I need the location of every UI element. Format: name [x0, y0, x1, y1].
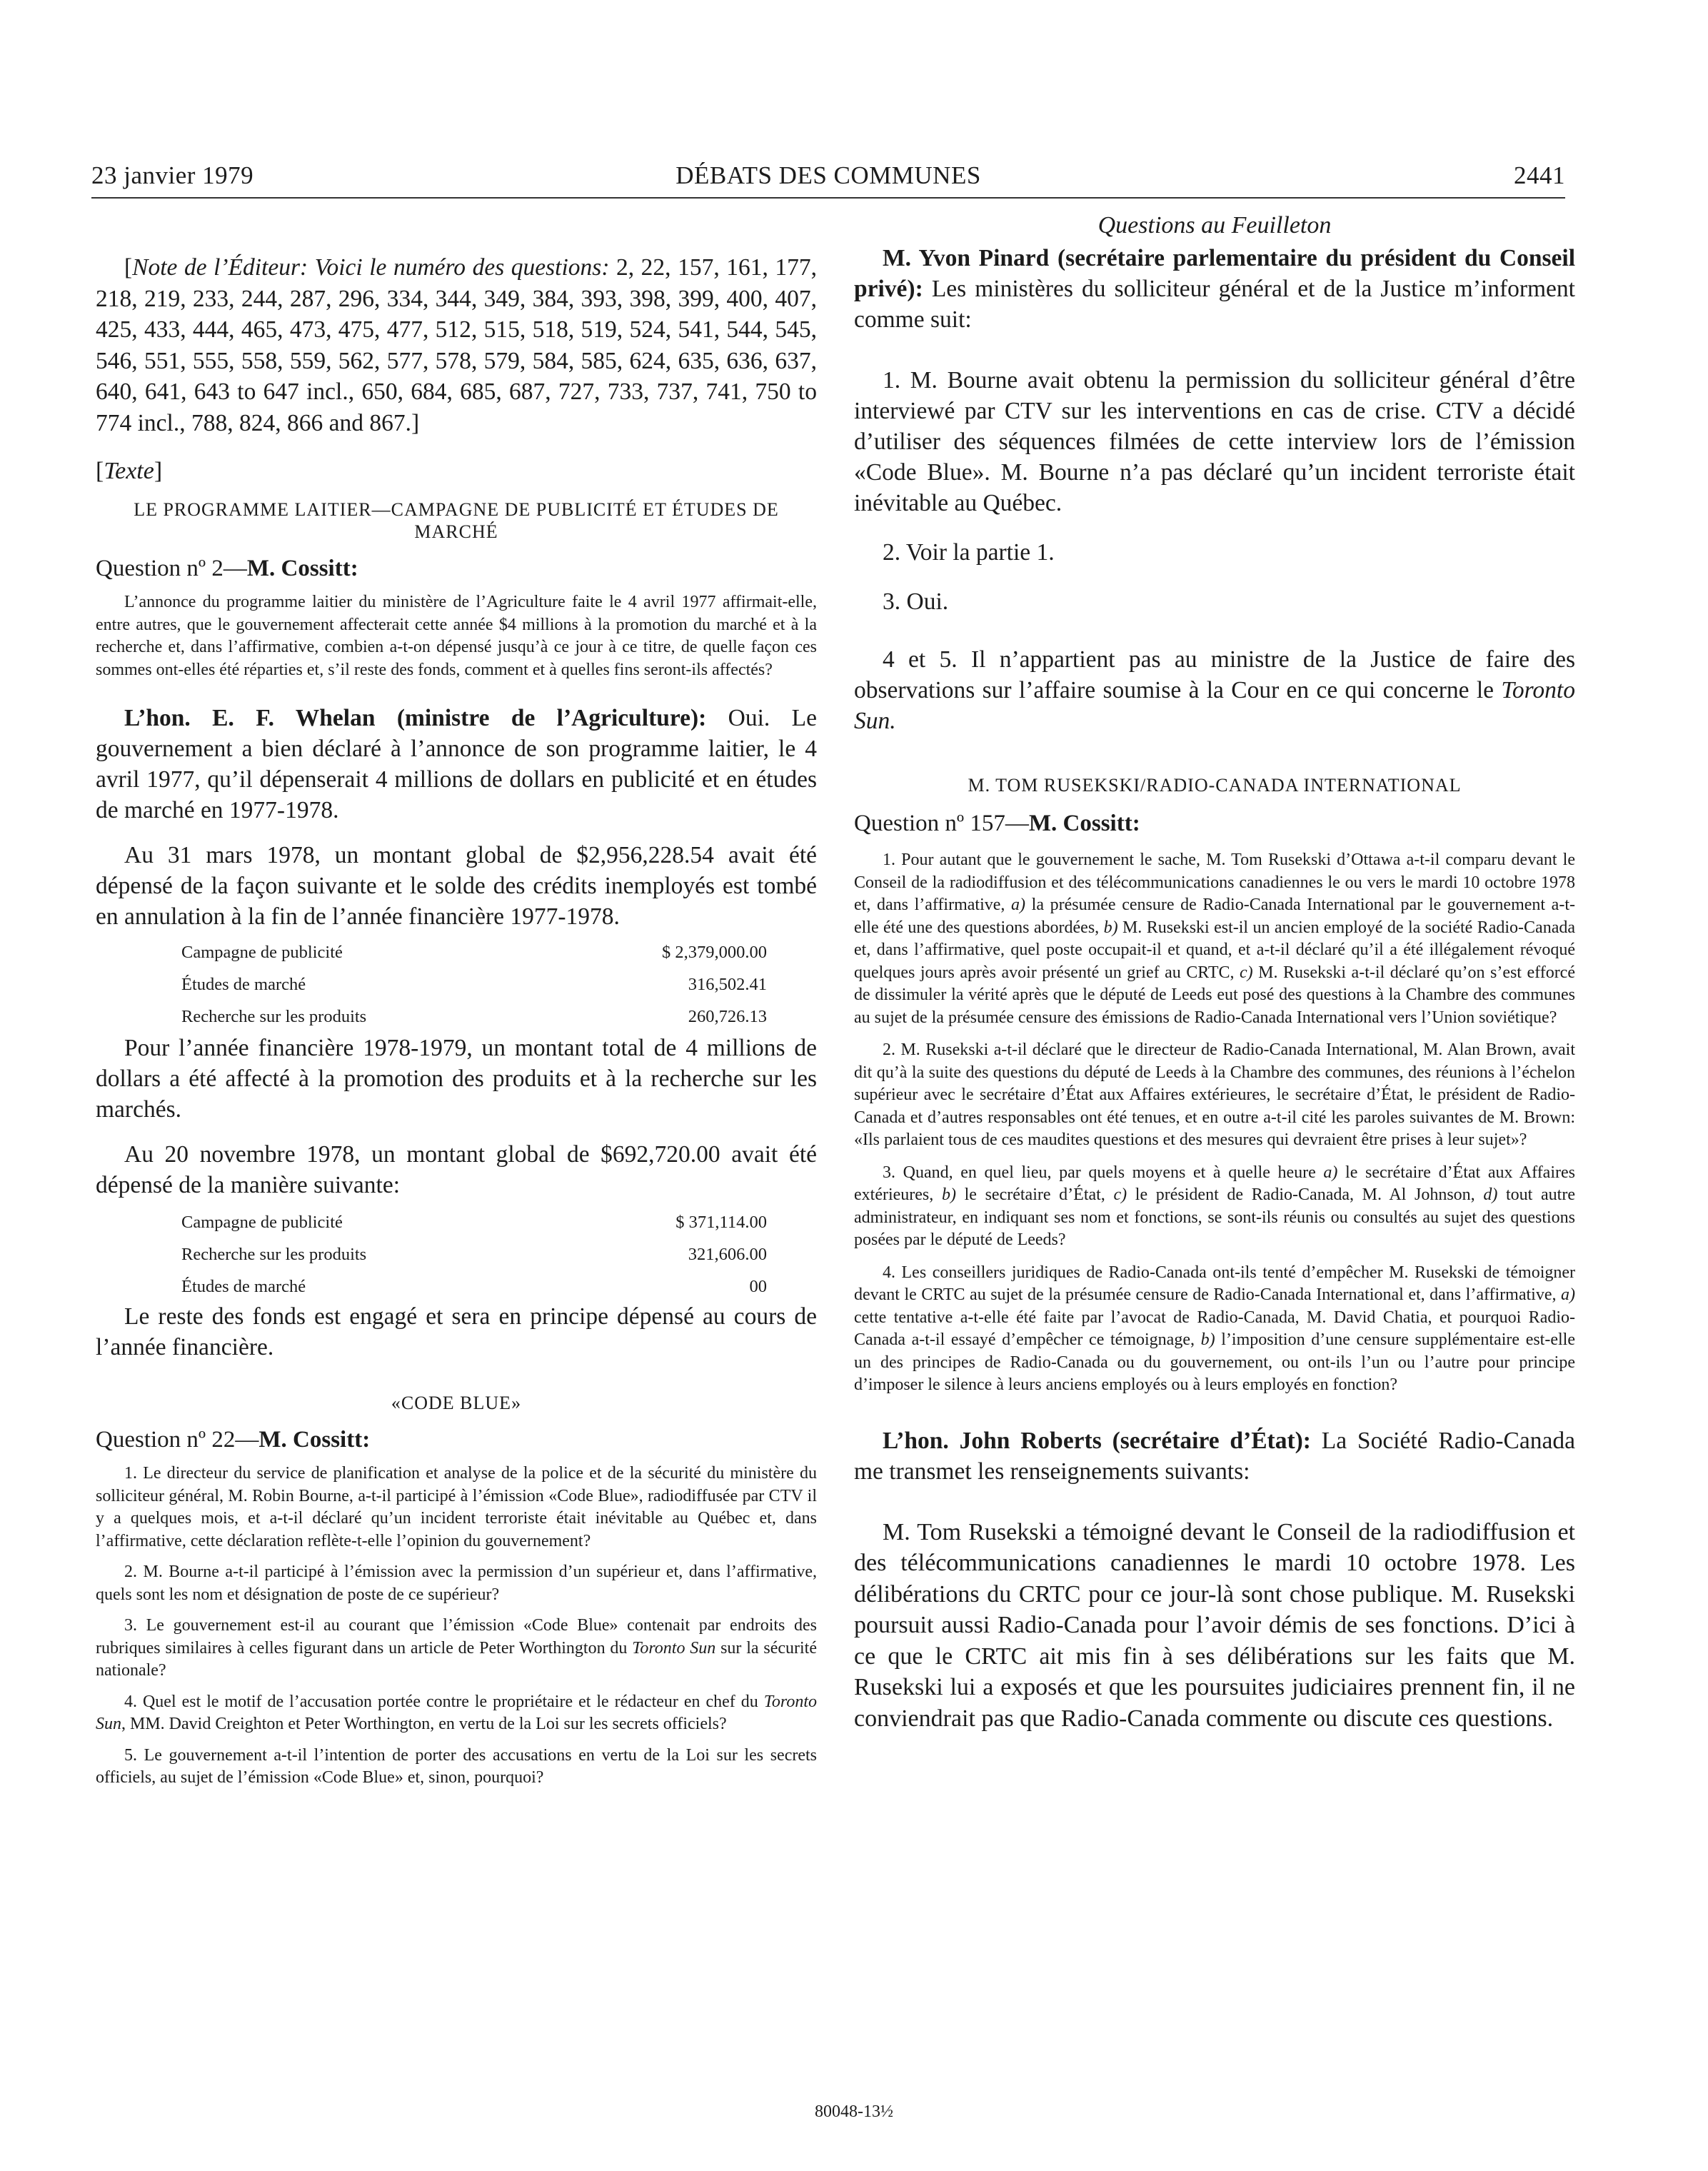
- table-label: Études de marché: [181, 1276, 306, 1296]
- texte-label: [96, 457, 817, 486]
- question-number: Question nº 22—: [96, 1427, 259, 1453]
- q157-4-text: 4. Les conseillers juridiques de Radio-Canada ont-ils tenté d’empêcher M. Rusekski de témoigner devant le CRTC au sujet de la présumée censure de Radio-Canada International et, dans l’affirmative,: [854, 1263, 1575, 1304]
- table-value: 260,726.13: [688, 1006, 767, 1026]
- header-date: 23 janvier 1979: [91, 161, 254, 189]
- table-row: [96, 1206, 817, 1238]
- left-column: [96, 211, 817, 1790]
- question-22-part-5: 5. Le gouvernement a-t-il l’intention de porter des accusations en vertu de la Loi sur les secrets officiels, au sujet de l’émission «Code Blue» et, sinon, pourquoi?: [96, 1745, 817, 1787]
- question-22-part-3: [96, 1615, 817, 1683]
- running-head: [854, 211, 1575, 240]
- q157-3-text: tout autre administrateur, en indiquant ses nom et fonctions, se sont-ils réunis ou consultés au sujet des questions posées par le député de Leeds?: [854, 1185, 1575, 1249]
- table-label: Recherche sur les produits: [181, 1244, 367, 1264]
- q157-3-text: le secrétaire d’État aux Affaires extérieures,: [854, 1163, 1575, 1204]
- pinard-45-italic: Toronto Sun.: [854, 677, 1575, 734]
- pinard-answer-intro: [854, 243, 1575, 335]
- editor-note: [96, 252, 817, 438]
- question-22-part-2: 2. M. Bourne a-t-il participé à l’émission avec la permission d’un supérieur et, dans l’affirmative, quels sont les nom et désignation de poste de ce supérieur?: [96, 1563, 817, 1604]
- table-label: Campagne de publicité: [181, 942, 343, 962]
- expense-table-1977: [96, 936, 817, 1033]
- question-2-heading: [96, 554, 817, 583]
- question-157-part-4: [854, 1262, 1575, 1397]
- q157-1-text: la présumée censure de Radio-Canada International par le gouvernement a-t-elle été une des questions abordées,: [854, 896, 1575, 937]
- whelan-p1-text: Oui. Le gouvernement a bien déclaré à l’annonce de son programme laitier, le 4 avril 1977, qu’il dépenserait 4 millions de dollars en publicité et en études de marché en 1977-1978.: [96, 705, 817, 823]
- table-row: [96, 1001, 817, 1033]
- page-header: [91, 160, 1565, 199]
- roberts-answer-p1: M. Tom Rusekski a témoigné devant le Conseil de la radiodiffusion et des télécommunications canadiennes le mardi 10 octobre 1978. Les délibérations du CRTC pour ce jour-là sont chose publique. M. Rusekski poursuit aussi Radio-Canada pour l’avoir démis de ses fonctions. D’ici à ce que le CRTC ait mis fin à ses délibérations sur les faits que M. Rusekski lui a exposés et que les poursuites judiciaires prennent fin, il ne conviendrait pas que Radio-Canada commente ou discute ces questions.: [854, 1518, 1575, 1732]
- note-bracket: [: [124, 254, 133, 281]
- q157-3-letter: a): [1323, 1163, 1338, 1182]
- question-157-heading: [854, 809, 1575, 838]
- roberts-intro-text: La Société Radio-Canada me transmet les renseignements suivants:: [854, 1427, 1575, 1485]
- texte-open: [: [96, 458, 104, 484]
- table-label: Recherche sur les produits: [181, 1006, 367, 1026]
- section-title-code-blue: «CODE BLUE»: [391, 1393, 522, 1413]
- table-value: 321,606.00: [688, 1244, 767, 1264]
- q157-1-text: 1. Pour autant que le gouvernement le sache, M. Tom Rusekski d’Ottawa a-t-il comparu devant le Conseil de la radiodiffusion et des télécommunications canadiennes le ou vers le mardi 10 octobre 1978 et, dans l’affirmative,: [854, 851, 1575, 914]
- q157-3-text: le secrétaire d’État,: [955, 1185, 1114, 1204]
- q157-3-letter: d): [1483, 1185, 1498, 1204]
- q22-4-text-end: , MM. David Creighton et Peter Worthington, en vertu de la Loi sur les secrets officiels?: [121, 1715, 727, 1733]
- q157-1-letter: b): [1103, 918, 1118, 937]
- question-22-heading: [96, 1425, 817, 1454]
- table-value: 00: [749, 1276, 767, 1296]
- expense-table-1978: [96, 1206, 817, 1303]
- texte-word: Texte: [104, 458, 154, 484]
- q157-3-text: 3. Quand, en quel lieu, par quels moyens et à quelle heure: [883, 1163, 1324, 1182]
- table-row: [96, 936, 817, 968]
- question-22-part-1: 1. Le directeur du service de planification et analyse de la police et de la sécurité du ministère du solliciteur général, M. Robin Bourne, a-t-il participé à l’émission «Code Blue», radiodiffusée par CTV il y a quelques mois, et a-t-il déclaré qu’un incident terroriste était inévitable au Québec et, dans l’affirmative, cette déclaration reflète-t-elle l’opinion du gouvernement?: [96, 1464, 817, 1550]
- question-member: M. Cossitt:: [1028, 811, 1140, 836]
- q157-4-text: cette tentative a-t-elle été faite par l’avocat de Radio-Canada, M. David Chatia, et pourquoi Radio-Canada a-t-il essayé d’empêcher ce témoignage,: [854, 1308, 1575, 1349]
- pinard-45-text: 4 et 5. Il n’appartient pas au ministre de la Justice de faire des observations sur l’affaire soumise à la Cour en ce qui concerne le: [854, 646, 1575, 703]
- whelan-answer-p4: Au 20 novembre 1978, un montant global de $692,720.00 avait été dépensé de la manière suivante:: [96, 1141, 817, 1198]
- question-member: M. Cossitt:: [246, 556, 358, 581]
- table-value: $ 371,114.00: [675, 1212, 767, 1232]
- question-2-text: L’annonce du programme laitier du ministère de l’Agriculture faite le 4 avril 1977 affirmait-elle, entre autres, que le gouvernement affecterait cette année $4 millions à la promotion du marché et à la recherche et, dans l’affirmative, combien a-t-on dépensé jusqu’à ce jour à ce titre, de quelle façon ces sommes ont-elles été réparties et, s’il reste des fonds, comment et à quelles fins seront-ils affectés?: [96, 593, 817, 679]
- speaker-pinard: M. Yvon Pinard (secrétaire parlementaire du président du Conseil privé):: [854, 245, 1575, 302]
- question-number: Question nº 157—: [854, 811, 1029, 836]
- pinard-answer-1: 1. M. Bourne avait obtenu la permission du solliciteur général d’être interviewé par CTV sur les interventions en cas de crise. CTV a décidé d’utiliser des séquences filmées de cette interview lors de l’émission «Code Blue». M. Bourne n’a pas déclaré qu’un incident terroriste était inévitable au Québec.: [854, 367, 1575, 516]
- section-title-rusekski: M. TOM RUSEKSKI/RADIO-CANADA INTERNATIONAL: [968, 775, 1462, 796]
- q22-4-italic: Toronto Sun: [96, 1692, 817, 1733]
- speaker-whelan: L’hon. E. F. Whelan (ministre de l’Agriculture):: [124, 705, 707, 731]
- whelan-answer-p1: [96, 703, 817, 826]
- q22-4-text: 4. Quel est le motif de l’accusation portée contre le propriétaire et le rédacteur en chef du: [124, 1692, 764, 1711]
- pinard-answer-4-5: [854, 644, 1575, 736]
- whelan-answer-p5: Le reste des fonds est engagé et sera en principe dépensé au cours de l’année financière.: [96, 1303, 817, 1360]
- editor-note-numbers: 2, 22, 157, 161, 177, 218, 219, 233, 244, 287, 296, 334, 344, 349, 384, 393, 398, 399, 400, 407, 425, 433, 444, 465, 473, 475, 477, 512, 515, 518, 519, 524, 541, 544, 545, 546, 551, 555, 558, 559, 562, 577, 578, 579, 584, 585, 624, 635, 636, 637, 640, 641, 643 to 647 incl., 650, 684, 685, 687, 727, 733, 737, 741, 750 to 774 incl., 788, 824, 866 and 867.]: [96, 254, 817, 436]
- running-head-text: Questions au Feuilleton: [1097, 212, 1332, 239]
- pinard-answer-2: 2. Voir la partie 1.: [883, 539, 1055, 566]
- q157-1-text: M. Rusekski a-t-il déclaré qu’on s’est efforcé de dissimuler la vérité après que le député de Leeds eut posé des questions à la Chambre des communes au sujet de la présumée censure des émissions de Radio-Canada International vers l’Union soviétique?: [854, 963, 1575, 1027]
- table-row: [96, 968, 817, 1001]
- q22-3-italic: Toronto Sun: [632, 1638, 716, 1658]
- header-title: DÉBATS DES COMMUNES: [675, 161, 981, 189]
- question-157-part-3: [854, 1162, 1575, 1252]
- table-label: Études de marché: [181, 974, 306, 994]
- q157-1-letter: c): [1240, 963, 1253, 982]
- q157-1-text: M. Rusekski est-il un ancien employé de la société Radio-Canada et, dans l’affirmative, quel poste occupait-il et quand, et a-t-il déclaré qu’il a été illégalement révoqué quelques jours après avoir présenté un grief au CRTC,: [854, 918, 1575, 982]
- question-22-part-4: [96, 1691, 817, 1736]
- roberts-answer-intro: [854, 1425, 1575, 1487]
- q157-3-text: le président de Radio-Canada, M. Al Johnson,: [1127, 1185, 1484, 1204]
- section-title-programme-laitier: LE PROGRAMME LAITIER—CAMPAGNE DE PUBLICITÉ ET ÉTUDES DE MARCHÉ: [134, 499, 779, 542]
- speaker-roberts: L’hon. John Roberts (secrétaire d’État):: [883, 1427, 1311, 1454]
- question-157-part-1: [854, 849, 1575, 1029]
- q157-4-letter: a): [1561, 1285, 1575, 1304]
- table-value: $ 2,379,000.00: [662, 942, 767, 962]
- question-member: M. Cossitt:: [258, 1427, 371, 1453]
- editor-note-label: Note de l’Éditeur: Voici le numéro des questions:: [132, 254, 610, 281]
- q22-3-text: 3. Le gouvernement est-il au courant que l’émission «Code Blue» contenait par endroits des rubriques similaires à celles figurant dans un article de Peter Worthington du: [96, 1616, 817, 1658]
- table-value: 316,502.41: [688, 974, 767, 994]
- q157-1-letter: a): [1011, 896, 1026, 914]
- q157-3-letter: c): [1113, 1185, 1127, 1204]
- texte-close: ]: [154, 458, 163, 484]
- table-label: Campagne de publicité: [181, 1212, 343, 1232]
- pinard-answer-3: 3. Oui.: [883, 588, 949, 615]
- q22-3-text-end: sur la sécurité nationale?: [96, 1638, 818, 1680]
- question-number: Question nº 2—: [96, 556, 247, 581]
- q157-4-letter: b): [1200, 1330, 1215, 1349]
- question-157-part-2: 2. M. Rusekski a-t-il déclaré que le directeur de Radio-Canada International, M. Alan Brown, avait dit qu’à la suite des questions du député de Leeds à la Chambre des communes, des réunions à l’échelon supérieur avec le secrétaire d’État aux Affaires extérieures, le secrétaire d’État, le président de Radio-Canada et d’autres responsables ont été tenues, et en outre a-t-il cité les paroles suivantes de M. Brown: «Ils parlaient tous de ces maudites questions et des mesures qui devraient être prises à leur sujet»?: [854, 1041, 1575, 1149]
- table-row: [96, 1238, 817, 1270]
- pinard-intro-text: Les ministères du solliciteur général et de la Justice m’informent comme suit:: [854, 276, 1575, 333]
- whelan-answer-p2: Au 31 mars 1978, un montant global de $2,956,228.54 avait été dépensé de la façon suivante et le solde des crédits inemployés est tombé en annulation à la fin de l’année financière 1977-1978.: [96, 842, 817, 930]
- q157-3-letter: b): [941, 1185, 956, 1204]
- header-page-number: 2441: [1514, 161, 1565, 189]
- table-row: [96, 1270, 817, 1303]
- right-column: [854, 211, 1575, 1734]
- q157-4-text: l’imposition d’une censure supplémentaire est-elle un des principes de Radio-Canada ou du gouvernement, ou ont-ils l’un ou l’autre pour principe d’imposer le silence à leurs anciens employés ou à leurs employés en fonction?: [854, 1330, 1575, 1394]
- whelan-answer-p3: Pour l’année financière 1978-1979, un montant total de 4 millions de dollars a été affecté à la promotion des produits et à la recherche sur les marchés.: [96, 1035, 817, 1123]
- page-footer-code: 80048-13½: [815, 2102, 893, 2121]
